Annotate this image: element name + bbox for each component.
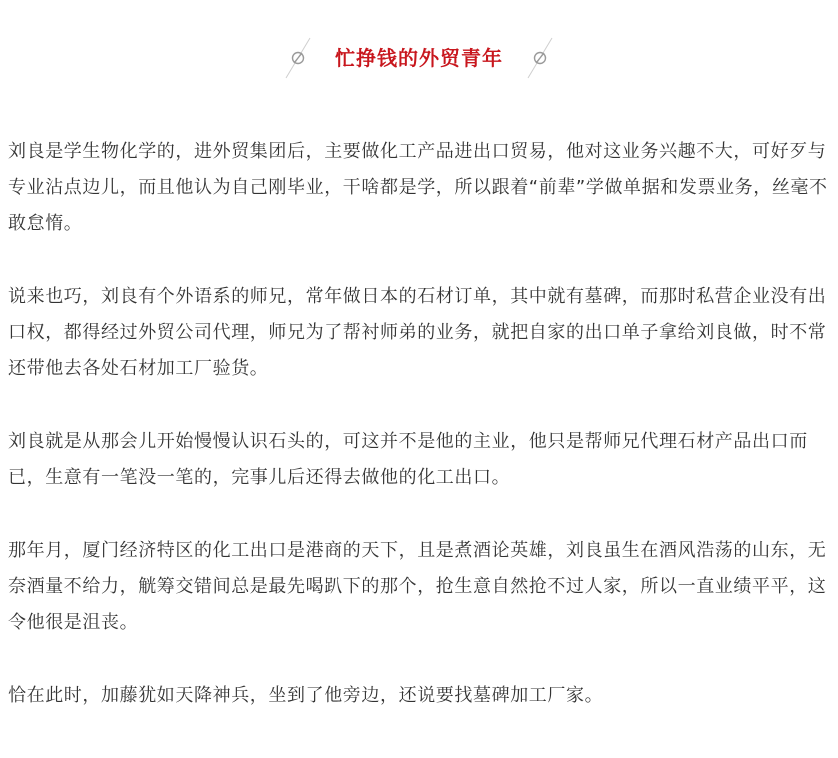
section-title: 忙挣钱的外贸青年 [335,46,503,70]
paragraph: 说来也巧，刘良有个外语系的师兄，常年做日本的石材订单，其中就有墓碑，而那时私营企业没有出口权，都得经过外贸公司代理，师兄为了帮衬师弟的业务，就把自家的出口单子拿给刘良做，时不常还带他去各处石材加工厂验货。 [8,286,827,379]
paragraph: 恰在此时，加藤犹如天降神兵，坐到了他旁边，还说要找墓碑加工厂家。 [8,685,604,706]
paragraph: 刘良是学生物化学的，进外贸集团后，主要做化工产品进出口贸易，他对这业务兴趣不大，可好歹与专业沾点边儿，而且他认为自己刚毕业，干啥都是学，所以跟着“前辈”学做单据和发票业务，丝毫不敢怠惰。 [8,141,828,234]
paragraph: 那年月，厦门经济特区的化工出口是港商的天下，且是煮酒论英雄，刘良虽生在酒风浩荡的山东，无奈酒量不给力，觥筹交错间总是最先喝趴下的那个，抢生意自然抢不过人家，所以一直业绩平平，这令他很是沮丧。 [8,540,827,633]
article-body [8,134,834,751]
pen-nib-icon [283,36,313,80]
paragraph: 刘良就是从那会儿开始慢慢认识石头的，可这并不是他的主业，他只是帮师兄代理石材产品出口而已，生意有一笔没一笔的，完事儿后还得去做他的化工出口。 [8,431,808,488]
pen-nib-icon [525,36,555,80]
section-heading [0,34,838,82]
